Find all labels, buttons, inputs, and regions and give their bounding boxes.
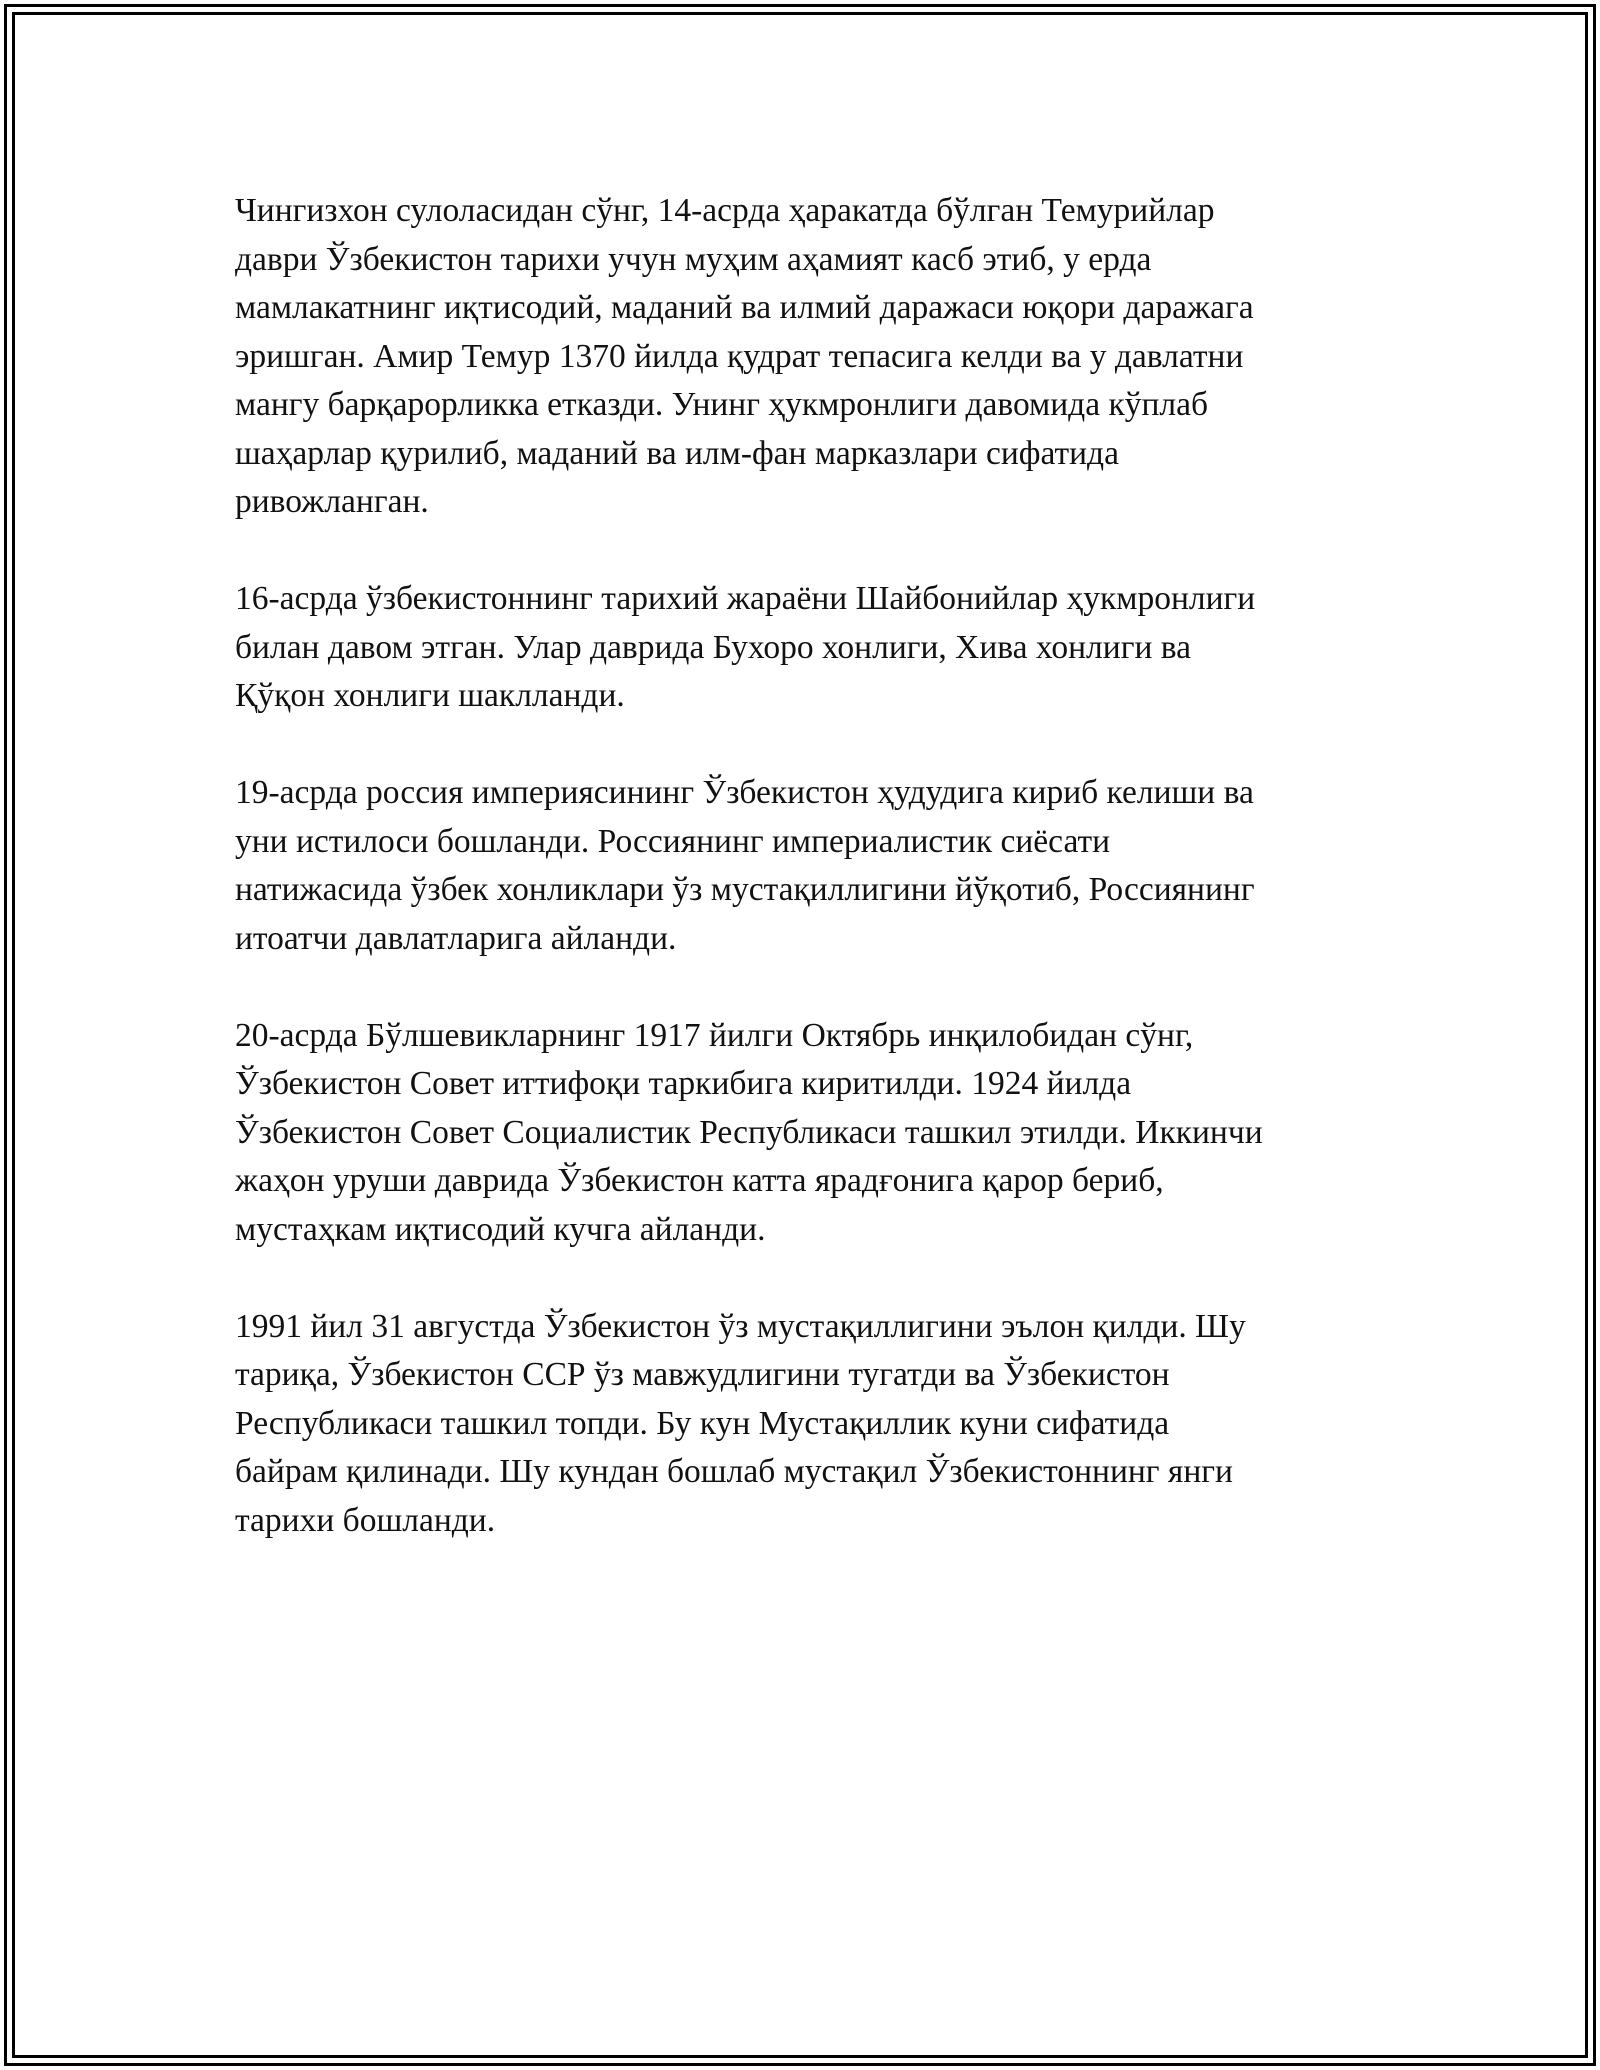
- text-line: мангу барқарорликка етказди. Унинг ҳукмронлиги давомида кўплаб: [235, 386, 1209, 423]
- paragraph-soviet-era: [235, 1012, 1385, 1255]
- text-line: билан давом этган. Улар даврида Бухоро хонлиги, Хива хонлиги ва: [235, 628, 1191, 666]
- text-line: мустаҳкам иқтисодий кучга айланди.: [235, 1210, 766, 1248]
- text-line: Ўзбекистон Совет Социалистик Республикаси ташкил этилди. Иккинчи: [235, 1113, 1263, 1151]
- text-line: жаҳон уруши даврида Ўзбекистон катта ярадғонига қарор бериб,: [235, 1162, 1164, 1199]
- text-line: Чингизхон сулоласидан сўнг, 14-асрда ҳаракатда бўлган Темурийлар: [235, 192, 1215, 229]
- document-body: [235, 187, 1385, 1594]
- text-line: тарихи бошланди.: [235, 1501, 496, 1539]
- paragraph-independence: [235, 1303, 1385, 1546]
- text-line: Қўқон хонлиги шаклланди.: [235, 677, 625, 714]
- text-line: тариқа, Ўзбекистон ССР ўз мавжудлигини тугатди ва Ўзбекистон: [235, 1356, 1170, 1393]
- text-line: итоатчи давлатларига айланди.: [235, 919, 677, 957]
- paragraph-shaybanids: [235, 575, 1385, 721]
- text-line: 1991 йил 31 августда Ўзбекистон ўз мустақиллигини эълон қилди. Шу: [235, 1307, 1246, 1345]
- text-line: 19-асрда россия империясининг Ўзбекистон ҳудудига кириб келиши ва: [235, 774, 1254, 811]
- paragraph-russian-empire: [235, 769, 1385, 963]
- text-line: натижасида ўзбек хонликлари ўз мустақиллигини йўқотиб, Россиянинг: [235, 871, 1255, 908]
- text-line: 16-асрда ўзбекистоннинг тарихий жараёни Шайбонийлар ҳукмронлиги: [235, 580, 1256, 617]
- text-line: ривожланган.: [235, 483, 429, 520]
- text-line: эришган. Амир Темур 1370 йилда қудрат тепасига келди ва у давлатни: [235, 337, 1244, 375]
- text-line: уни истилоси бошланди. Россиянинг империалистик сиёсати: [235, 822, 1111, 860]
- text-line: шаҳарлар қурилиб, маданий ва илм-фан марказлари сифатида: [235, 434, 1119, 472]
- text-line: байрам қилинади. Шу кундан бошлаб мустақил Ўзбекистоннинг янги: [235, 1453, 1233, 1490]
- text-line: Республикаси ташкил топди. Бу кун Мустақиллик куни сифатида: [235, 1404, 1170, 1442]
- paragraph-timurids: [235, 187, 1385, 527]
- text-line: даври Ўзбекистон тарихи учун муҳим аҳамият касб этиб, у ерда: [235, 240, 1152, 278]
- text-line: 20-асрда Бўлшевикларнинг 1917 йилги Октябрь инқилобидан сўнг,: [235, 1016, 1194, 1054]
- text-line: Ўзбекистон Совет иттифоқи таркибига киритилди. 1924 йилда: [235, 1065, 1132, 1102]
- text-line: мамлакатнинг иқтисодий, маданий ва илмий даражаси юқори даражага: [235, 289, 1254, 326]
